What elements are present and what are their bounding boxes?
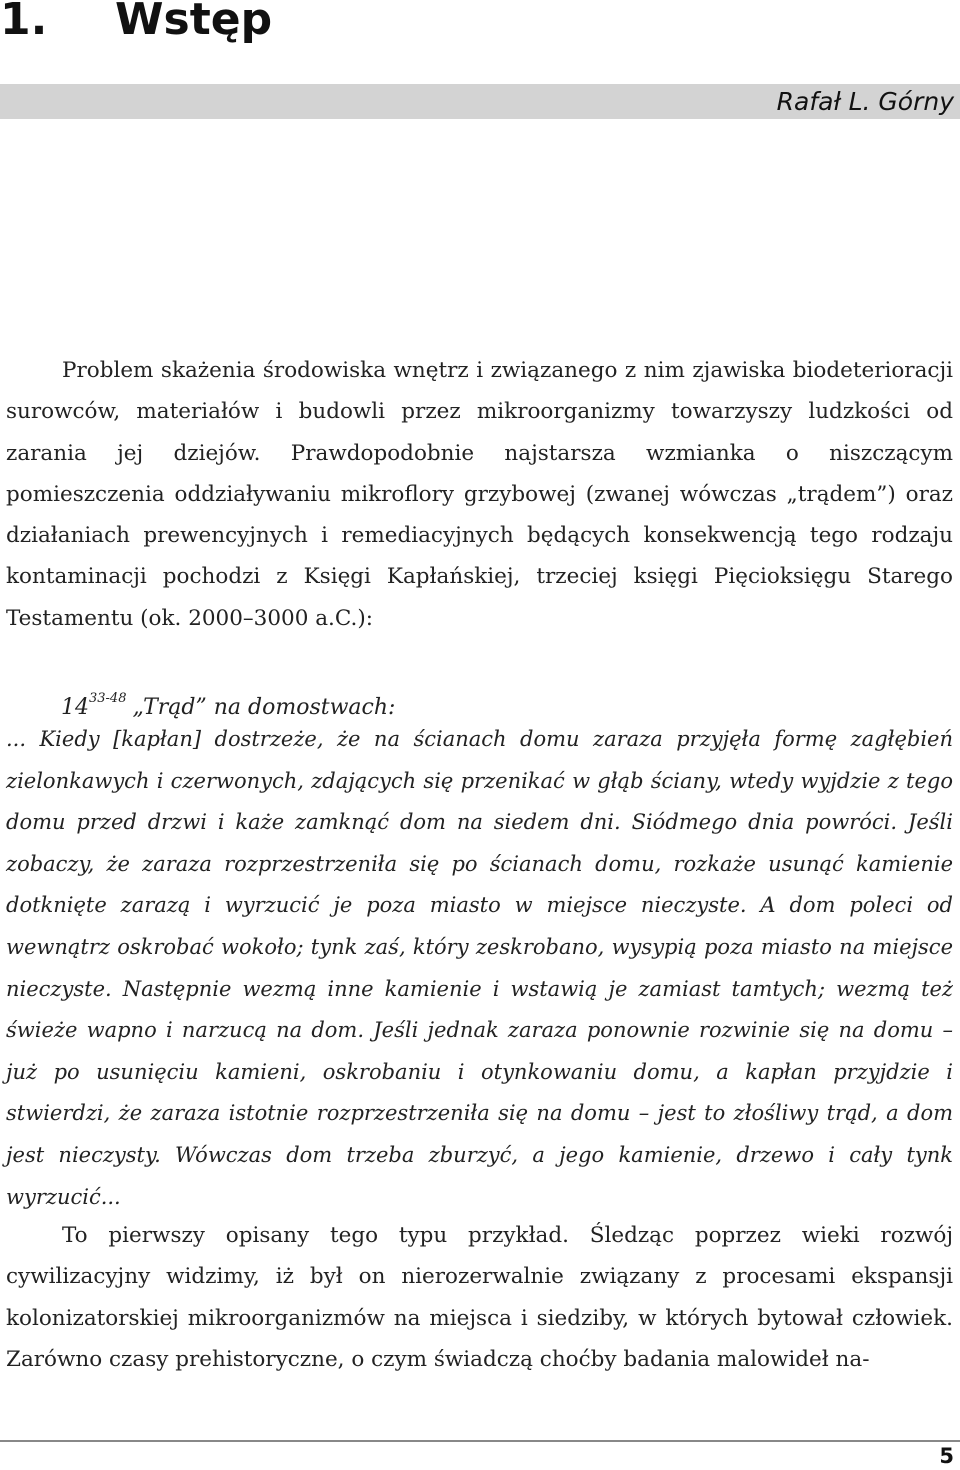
chapter-title: Wstęp bbox=[115, 0, 273, 45]
chapter-heading bbox=[0, 0, 272, 50]
intro-paragraph bbox=[6, 350, 953, 639]
chapter-number: 1. bbox=[0, 0, 48, 45]
quote-heading-title: „Trąd” na domostwach: bbox=[132, 695, 396, 720]
author-name: Rafał L. Górny bbox=[776, 87, 954, 116]
author-bar bbox=[0, 84, 960, 119]
footer-rule bbox=[0, 1440, 960, 1442]
second-paragraph bbox=[6, 1215, 953, 1380]
second-paragraph-text: To pierwszy opisany tego typu przykład. Śledząc poprzez wieki rozwój cywilizacyjny widzimy, iż był on nierozerwalnie związany z procesami ekspansji kolonizatorskiej mikroorganizmów na miejsca i siedziby, w których bytował człowiek. Zarówno czasy prehistoryczne, o czym świadczą choćby badania malowideł na- bbox=[6, 1223, 953, 1372]
chapter-ref-number: 14 bbox=[61, 695, 89, 720]
bible-quote: ... Kiedy [kapłan] dostrzeże, że na ścianach domu zaraza przyjęła formę zagłębień zielonkawych i czerwonych, zdających się przenikać w głąb ściany, wtedy wyjdzie z tego domu przed drzwi i każe zamknąć dom na siedem dni. Siódmego dnia powróci. Jeśli zobaczy, że zaraza rozprzestrzeniła się po ścianach domu, rozkaże usunąć kamienie dotknięte zarazą i wyrzucić je poza miasto w miejsce nieczyste. A dom poleci od wewnątrz oskrobać wokoło; tynk zaś, który zeskrobano, wysypią poza miasto na miejsce nieczyste. Następnie wezmą inne kamienie i wstawią je zamiast tamtych; wezmą też świeże wapno i narzucą na dom. Jeśli jednak zaraza ponownie rozwinie się na domu – już po usunięciu kamieni, oskrobaniu i otynkowaniu domu, a kapłan przyjdzie i stwierdzi, że zaraza istotnie rozprzestrzeniła się na domu – jest to złośliwy trąd, a dom jest nieczysty. Wówczas dom trzeba zburzyć, a jego kamienie, drzewo i cały tynk wyrzucić... bbox=[6, 727, 953, 1209]
intro-paragraph-text: Problem skażenia środowiska wnętrz i związanego z nim zjawiska biodeterioracji surowców, materiałów i budowli przez mikroorganizmy towarzyszy ludzkości od zarania jej dziejów. Prawdopodobnie najstarsza wzmianka o niszczącym pomieszczenia oddziaływaniu mikroflory grzybowej (zwanej wówczas „trądem”) oraz działaniach prewencyjnych i remediacyjnych będących konsekwencją tego rodzaju kontaminacji pochodzi z Księgi Kapłańskiej, trzeciej księgi Pięcioksięgu Starego Testamentu (ok. 2000–3000 a.C.): bbox=[6, 358, 953, 631]
verse-range: 33-48 bbox=[89, 691, 127, 706]
page-number: 5 bbox=[939, 1444, 954, 1468]
